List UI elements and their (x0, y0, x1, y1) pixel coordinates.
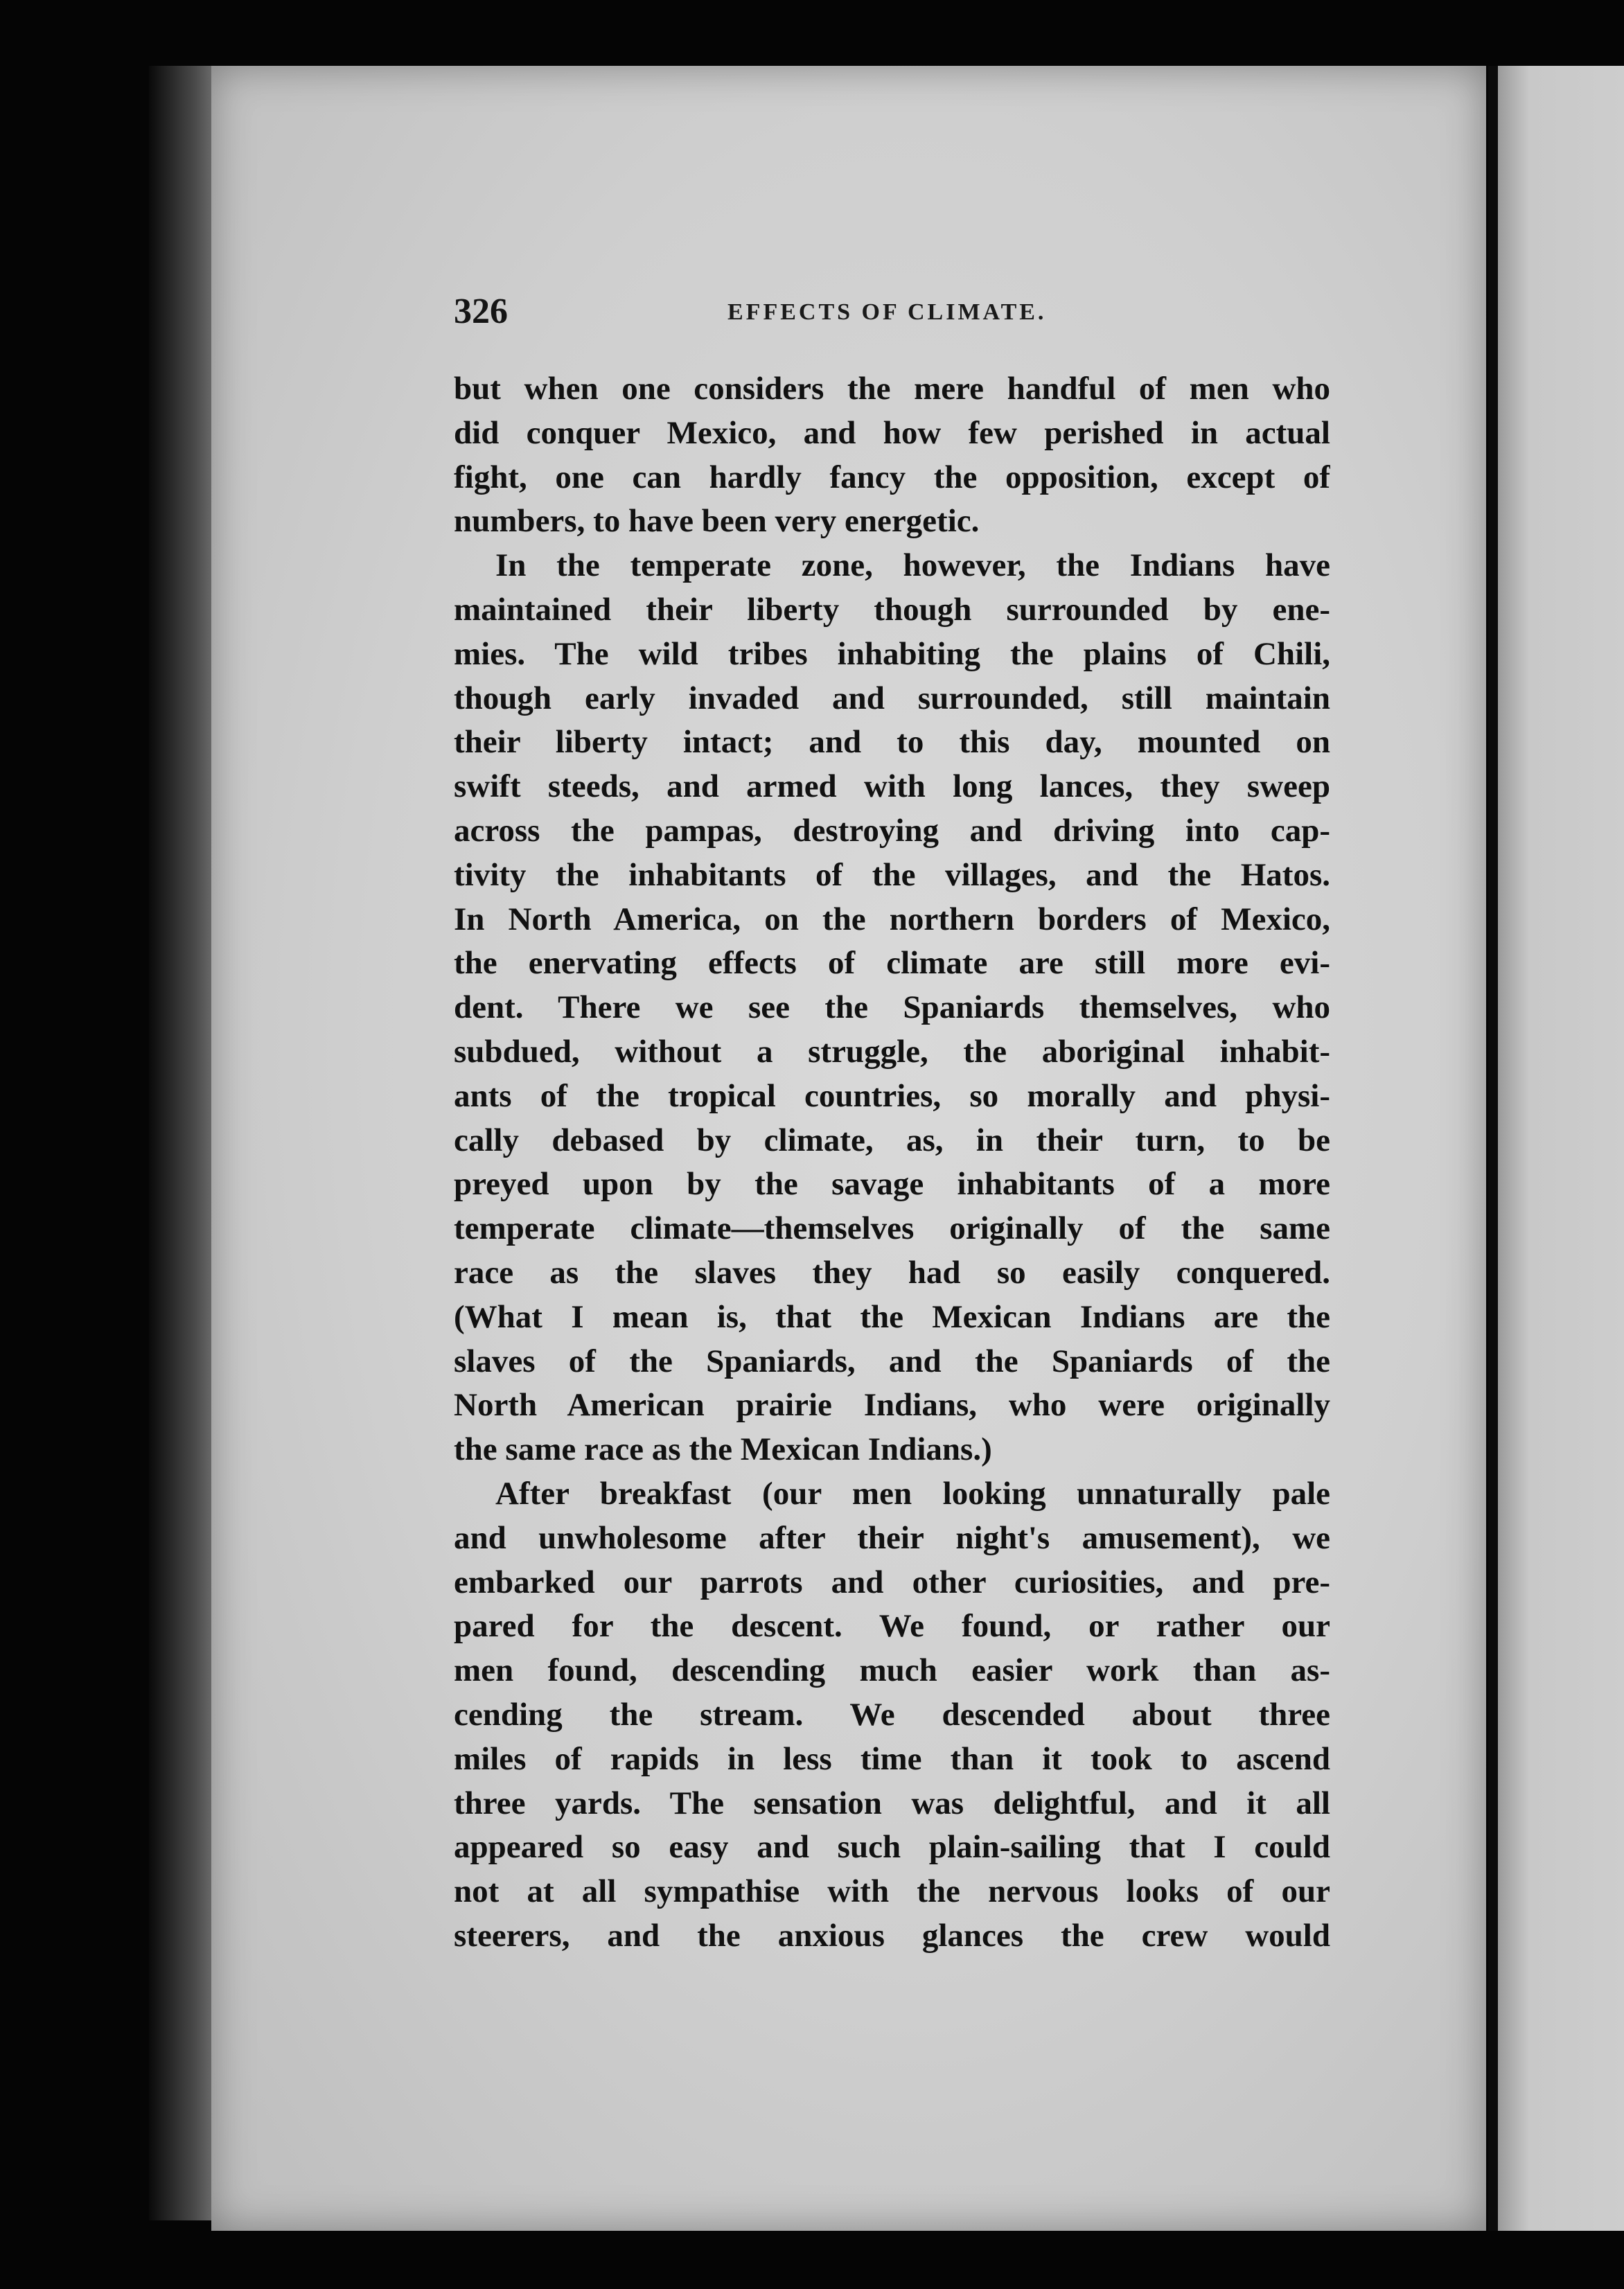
text-line: pared for the descent. We found, or rather our (454, 1608, 1330, 1645)
text-line: not at all sympathise with the nervous looks of our (454, 1873, 1330, 1910)
text-line: and unwholesome after their night's amusement), we (454, 1519, 1330, 1556)
text-line: cally debased by climate, as, in their turn, to be (454, 1122, 1330, 1158)
text-line: men found, descending much easier work than as- (454, 1652, 1330, 1689)
text-line: appeared so easy and such plain-sailing that I could (454, 1829, 1330, 1866)
adjacent-page-edge (1498, 66, 1624, 2231)
text-line: race as the slaves they had so easily conquered. (454, 1254, 1330, 1291)
text-line: In North America, on the northern borders of Mexico, (454, 901, 1330, 937)
text-line: swift steeds, and armed with long lances, they sweep (454, 768, 1330, 805)
text-line: three yards. The sensation was delightful, and it all (454, 1785, 1330, 1821)
text-line: embarked our parrots and other curiosities, and pre- (454, 1564, 1330, 1600)
body-text (454, 367, 1330, 1959)
text-line: subdued, without a struggle, the aboriginal inhabit- (454, 1033, 1330, 1070)
page-gutter-shadow (149, 66, 215, 2220)
page-number: 326 (454, 292, 508, 331)
text-line: North American prairie Indians, who were originally (454, 1387, 1330, 1424)
text-line: cending the stream. We descended about three (454, 1696, 1330, 1733)
text-line: the enervating effects of climate are still more evi- (454, 945, 1330, 982)
text-line: miles of rapids in less time than it took to ascend (454, 1740, 1330, 1777)
text-line: maintained their liberty though surrounded by ene- (454, 591, 1330, 628)
text-line: ants of the tropical countries, so morally and physi- (454, 1077, 1330, 1114)
text-line: (What I mean is, that the Mexican Indians are the (454, 1298, 1330, 1335)
text-line: temperate climate—themselves originally of the same (454, 1210, 1330, 1247)
page-header (454, 291, 1327, 339)
text-line: After breakfast (our men looking unnaturally pale (495, 1475, 1330, 1512)
text-line: slaves of the Spaniards, and the Spaniards of the (454, 1343, 1330, 1379)
text-line: In the temperate zone, however, the Indians have (495, 547, 1330, 584)
text-line: steerers, and the anxious glances the crew would (454, 1917, 1330, 1954)
text-line: preyed upon by the savage inhabitants of a more (454, 1166, 1330, 1203)
text-line: across the pampas, destroying and driving into cap- (454, 812, 1330, 849)
text-line: dent. There we see the Spaniards themselves, who (454, 989, 1330, 1026)
running-head: EFFECTS OF CLIMATE. (727, 299, 1047, 325)
text-line: but when one considers the mere handful of men who (454, 371, 1330, 407)
page-divider (1488, 66, 1498, 2231)
text-line: their liberty intact; and to this day, mounted on (454, 724, 1330, 761)
text-line: though early invaded and surrounded, still maintain (454, 680, 1330, 716)
text-line: mies. The wild tribes inhabiting the plains of Chili, (454, 635, 1330, 672)
text-line: did conquer Mexico, and how few perished in actual (454, 414, 1330, 451)
text-line: the same race as the Mexican Indians.) (454, 1431, 992, 1468)
text-line: fight, one can hardly fancy the opposition, except of (454, 459, 1330, 495)
text-line: tivity the inhabitants of the villages, and the Hatos. (454, 856, 1330, 893)
text-line: numbers, to have been very energetic. (454, 503, 980, 540)
